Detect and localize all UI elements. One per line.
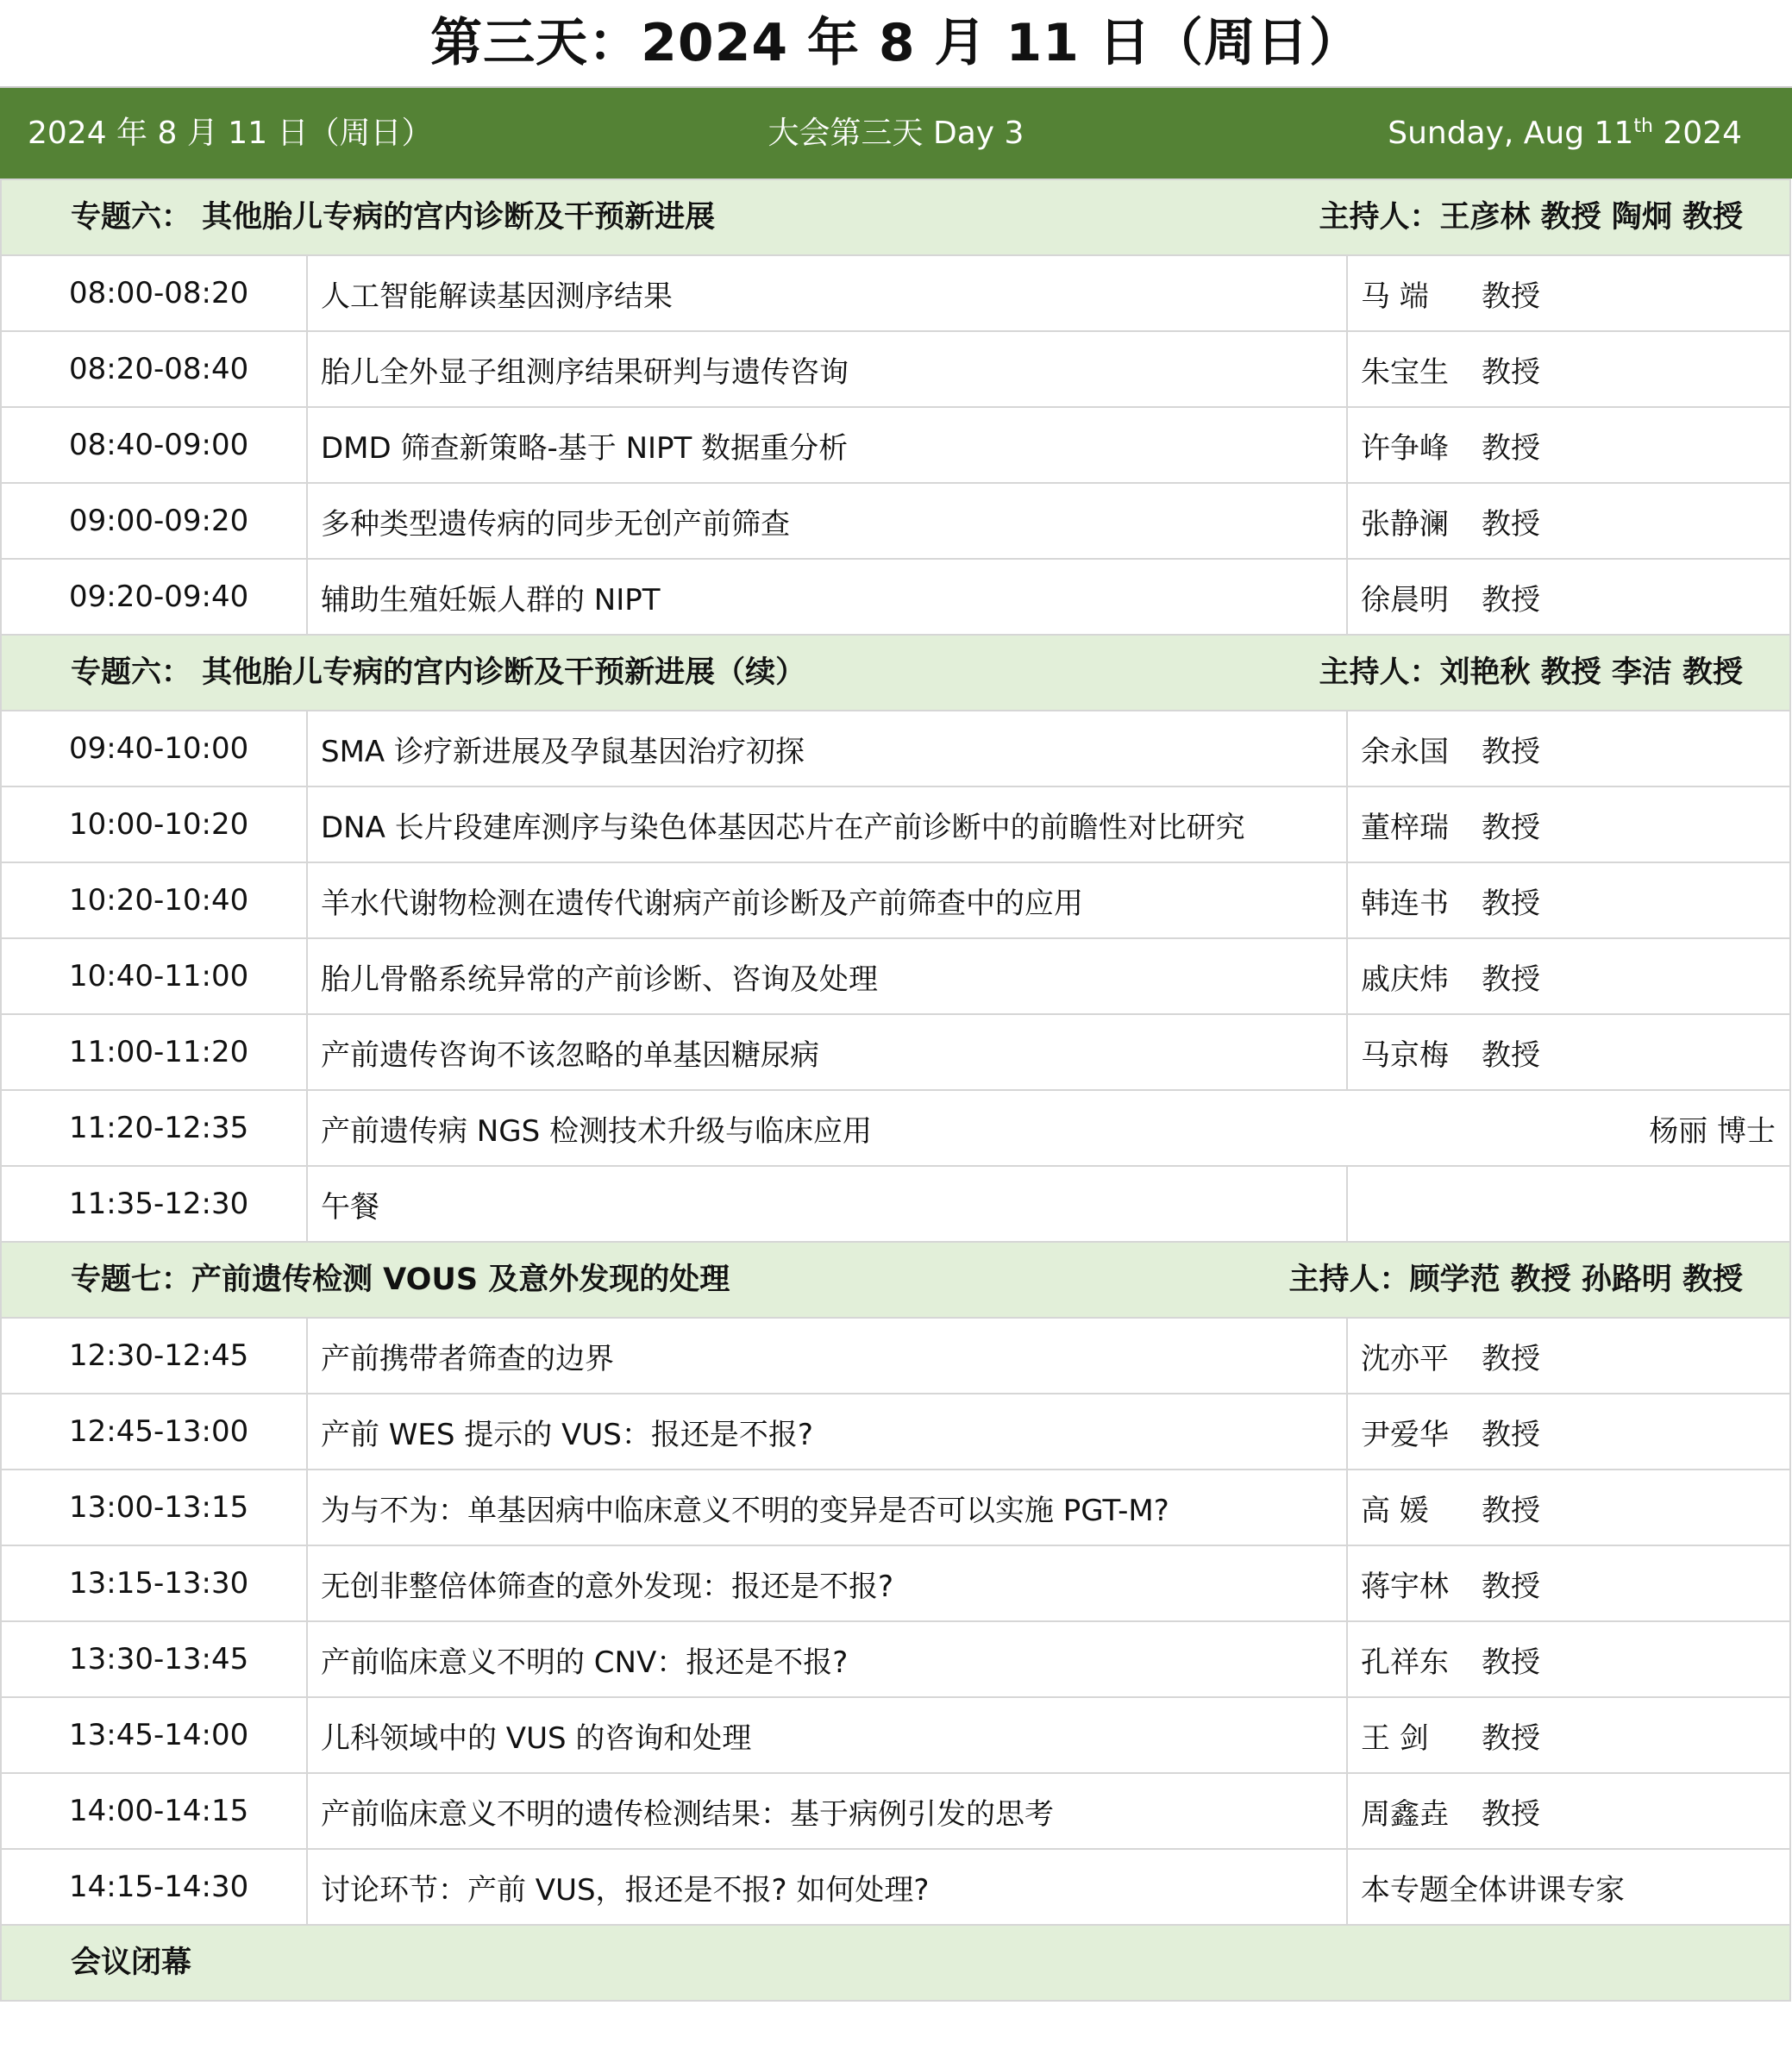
speaker-cell	[1347, 1470, 1790, 1545]
table-row	[1, 1773, 1790, 1849]
time-cell: 08:20-08:40	[1, 331, 307, 407]
speaker-title: 教授	[1482, 1796, 1540, 1832]
speaker-title: 教授	[1482, 1493, 1540, 1528]
time-cell: 13:15-13:30	[1, 1545, 307, 1621]
speaker-cell	[1347, 1849, 1790, 1925]
topic-cell: 为与不为：单基因病中临床意义不明的变异是否可以实施 PGT-M?	[307, 1470, 1347, 1545]
speaker-name: 孔祥东	[1361, 1645, 1449, 1680]
speaker-title: 教授	[1482, 279, 1540, 314]
speaker-name: 马 端	[1361, 279, 1429, 314]
speaker-name: 余永国	[1361, 734, 1449, 769]
section-title: 专题六： 其他胎儿专病的宫内诊断及干预新进展	[71, 200, 716, 235]
speaker-cell	[1347, 1166, 1790, 1242]
table-row	[1, 1545, 1790, 1621]
topic-cell: 无创非整倍体筛查的意外发现：报还是不报?	[307, 1545, 1347, 1621]
time-cell: 11:00-11:20	[1, 1014, 307, 1090]
time-cell: 14:00-14:15	[1, 1773, 307, 1849]
schedule-table	[0, 179, 1791, 2002]
topic-cell: 产前遗传病 NGS 检测技术升级与临床应用 杨丽 博士	[307, 1090, 1790, 1166]
table-row	[1, 1394, 1790, 1470]
time-cell: 08:40-09:00	[1, 407, 307, 483]
speaker-cell	[1347, 331, 1790, 407]
time-cell: 13:45-14:00	[1, 1697, 307, 1773]
time-cell: 12:30-12:45	[1, 1318, 307, 1394]
speaker-name: 徐晨明	[1361, 582, 1449, 617]
page-title: 第三天：2024 年 8 月 11 日（周日）	[430, 13, 1362, 73]
speaker-title: 教授	[1482, 506, 1540, 542]
section-host: 主持人：顾学范 教授 孙路明 教授	[1288, 1263, 1744, 1297]
time-cell: 11:20-12:35	[1, 1090, 307, 1166]
topic-cell: 产前 WES 提示的 VUS：报还是不报?	[307, 1394, 1347, 1470]
table-row	[1, 483, 1790, 559]
speaker-name: 蒋宇林	[1361, 1569, 1449, 1604]
table-row	[1, 559, 1790, 635]
topic-cell: 讨论环节：产前 VUS，报还是不报? 如何处理?	[307, 1849, 1347, 1925]
speaker-cell	[1347, 1621, 1790, 1697]
speaker-title: 教授	[1482, 354, 1540, 390]
table-row	[1, 1090, 1790, 1166]
section-header	[1, 1242, 1790, 1318]
speaker-name: 马京梅	[1361, 1037, 1449, 1073]
header-day-label: 大会第三天 Day 3	[768, 116, 1024, 151]
speaker-cell	[1347, 711, 1790, 786]
time-cell: 12:45-13:00	[1, 1394, 307, 1470]
table-row	[1, 1166, 1790, 1242]
closing-label: 会议闭幕	[71, 1946, 192, 1980]
time-cell: 10:20-10:40	[1, 862, 307, 938]
speaker-name: 沈亦平	[1361, 1341, 1449, 1376]
table-row	[1, 1318, 1790, 1394]
speaker-name: 戚庆炜	[1361, 962, 1449, 997]
topic-cell: 胎儿全外显子组测序结果研判与遗传咨询	[307, 331, 1347, 407]
speaker-cell	[1347, 1014, 1790, 1090]
speaker-cell	[1347, 938, 1790, 1014]
speaker-cell	[1347, 1773, 1790, 1849]
table-row	[1, 1697, 1790, 1773]
speaker-title: 教授	[1482, 430, 1540, 466]
speaker-title: 教授	[1482, 1569, 1540, 1604]
speaker-name: 本专题全体讲课专家	[1361, 1872, 1625, 1908]
speaker-cell	[1347, 559, 1790, 635]
topic-cell: 多种类型遗传病的同步无创产前筛查	[307, 483, 1347, 559]
speaker-cell	[1347, 1318, 1790, 1394]
table-row	[1, 786, 1790, 862]
speaker-title: 教授	[1482, 886, 1540, 921]
section-host: 主持人：刘艳秋 教授 李洁 教授	[1319, 655, 1744, 690]
speaker-cell: 杨丽 博士	[1649, 1113, 1776, 1149]
table-row	[1, 1014, 1790, 1090]
speaker-title: 教授	[1482, 1341, 1540, 1376]
section-title: 专题六： 其他胎儿专病的宫内诊断及干预新进展（续）	[71, 655, 806, 690]
speaker-cell	[1347, 1545, 1790, 1621]
header-date: 2024 年 8 月 11 日（周日）	[28, 116, 433, 151]
topic-cell: 人工智能解读基因测序结果	[307, 255, 1347, 331]
speaker-cell	[1347, 255, 1790, 331]
topic-cell: DMD 筛查新策略-基于 NIPT 数据重分析	[307, 407, 1347, 483]
section-host: 主持人：王彦林 教授 陶炯 教授	[1319, 200, 1744, 235]
topic-cell: 产前临床意义不明的 CNV：报还是不报?	[307, 1621, 1347, 1697]
topic-cell: DNA 长片段建库测序与染色体基因芯片在产前诊断中的前瞻性对比研究	[307, 786, 1347, 862]
table-row	[1, 331, 1790, 407]
speaker-name: 尹爱华	[1361, 1417, 1449, 1452]
table-row	[1, 862, 1790, 938]
speaker-name: 张静澜	[1361, 506, 1449, 542]
topic-cell: 午餐	[307, 1166, 1347, 1242]
time-cell: 14:15-14:30	[1, 1849, 307, 1925]
table-row	[1, 938, 1790, 1014]
time-cell: 08:00-08:20	[1, 255, 307, 331]
speaker-name: 高 媛	[1361, 1493, 1429, 1528]
time-cell: 13:30-13:45	[1, 1621, 307, 1697]
speaker-title: 教授	[1482, 582, 1540, 617]
time-cell: 10:00-10:20	[1, 786, 307, 862]
table-row	[1, 1470, 1790, 1545]
topic-cell: 产前临床意义不明的遗传检测结果：基于病例引发的思考	[307, 1773, 1347, 1849]
section-header	[1, 635, 1790, 711]
speaker-title: 教授	[1482, 1720, 1540, 1756]
topic-cell: 产前携带者筛查的边界	[307, 1318, 1347, 1394]
topic-cell: 胎儿骨骼系统异常的产前诊断、咨询及处理	[307, 938, 1347, 1014]
header-english-date: Sunday, Aug 11th 2024	[1388, 116, 1742, 151]
speaker-title: 教授	[1482, 734, 1540, 769]
speaker-name: 王 剑	[1361, 1720, 1429, 1756]
speaker-cell	[1347, 862, 1790, 938]
time-cell: 13:00-13:15	[1, 1470, 307, 1545]
speaker-title: 教授	[1482, 1645, 1540, 1680]
time-cell: 09:40-10:00	[1, 711, 307, 786]
table-row	[1, 711, 1790, 786]
table-row	[1, 1621, 1790, 1697]
topic-cell: 儿科领域中的 VUS 的咨询和处理	[307, 1697, 1347, 1773]
table-row	[1, 407, 1790, 483]
speaker-name: 周鑫垚	[1361, 1796, 1449, 1832]
closing-row	[1, 1925, 1790, 2001]
time-cell: 10:40-11:00	[1, 938, 307, 1014]
speaker-cell	[1347, 1394, 1790, 1470]
section-header	[1, 179, 1790, 255]
speaker-title: 教授	[1482, 962, 1540, 997]
speaker-cell	[1347, 407, 1790, 483]
day-header-bar	[0, 86, 1792, 179]
time-cell: 09:00-09:20	[1, 483, 307, 559]
topic-cell: SMA 诊疗新进展及孕鼠基因治疗初探	[307, 711, 1347, 786]
speaker-title: 教授	[1482, 810, 1540, 845]
table-row	[1, 1849, 1790, 1925]
table-row	[1, 255, 1790, 331]
topic-cell: 产前遗传咨询不该忽略的单基因糖尿病	[307, 1014, 1347, 1090]
speaker-name: 董梓瑞	[1361, 810, 1449, 845]
speaker-cell	[1347, 1697, 1790, 1773]
speaker-cell	[1347, 786, 1790, 862]
speaker-name: 许争峰	[1361, 430, 1449, 466]
speaker-name: 朱宝生	[1361, 354, 1449, 390]
speaker-name: 韩连书	[1361, 886, 1449, 921]
topic-cell: 辅助生殖妊娠人群的 NIPT	[307, 559, 1347, 635]
time-cell: 11:35-12:30	[1, 1166, 307, 1242]
time-cell: 09:20-09:40	[1, 559, 307, 635]
speaker-cell	[1347, 483, 1790, 559]
topic-cell: 羊水代谢物检测在遗传代谢病产前诊断及产前筛查中的应用	[307, 862, 1347, 938]
speaker-title: 教授	[1482, 1037, 1540, 1073]
section-title: 专题七：产前遗传检测 VOUS 及意外发现的处理	[71, 1263, 730, 1297]
speaker-title: 教授	[1482, 1417, 1540, 1452]
